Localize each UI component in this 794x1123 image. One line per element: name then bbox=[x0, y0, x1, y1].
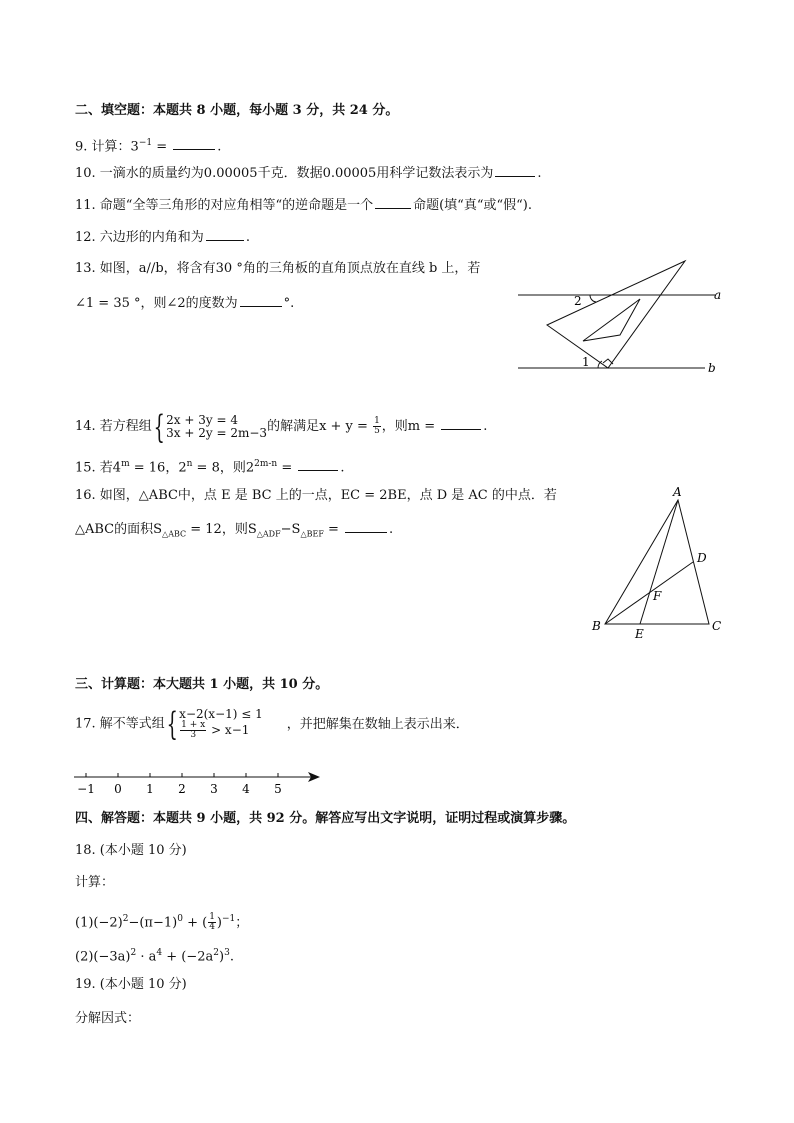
q11-after: 命题(填“真“或“假“). bbox=[413, 198, 532, 213]
question-12: 12. 六边形的内角和为 . bbox=[75, 230, 250, 245]
angle-1-arc bbox=[598, 361, 602, 368]
denominator: 5 bbox=[374, 426, 380, 436]
q16-p3: −S bbox=[280, 522, 301, 537]
sub-abc: △ABC bbox=[162, 529, 187, 539]
number-line bbox=[70, 768, 330, 798]
q9-eq: = bbox=[152, 139, 172, 155]
label-a: a bbox=[714, 288, 722, 302]
equation-system bbox=[166, 414, 267, 440]
p1-s1: 2 bbox=[122, 914, 129, 924]
section-2-heading: 二、填空题：本题共 8 小题，每小题 3 分，共 24 分。 bbox=[75, 103, 399, 118]
p1-s2: 0 bbox=[177, 914, 183, 924]
question-15: 15. 若$4^m = 16$，$2^n = 8$，则$2^{2m-n}$ = . bbox=[75, 459, 345, 476]
label-D: D bbox=[697, 551, 707, 565]
q17-ineq2-rest: > x−1 bbox=[207, 723, 250, 737]
set-square-outer bbox=[547, 261, 685, 368]
q10-text: 10. 一滴水的质量约为0.00005千克．数据0.00005用科学记数法表示为 bbox=[75, 166, 494, 181]
p2-s1: 2 bbox=[130, 948, 137, 958]
q15-part2: = 16，2 bbox=[129, 460, 187, 476]
label-angle-1: 1 bbox=[582, 355, 590, 369]
q14-eq2: 3x + 2y = 2m−3 bbox=[166, 425, 268, 440]
p1-d: ) bbox=[216, 915, 222, 931]
q17-after: ，并把解集在数轴上表示出来． bbox=[286, 716, 469, 732]
q15-part3: = 8，则2 bbox=[192, 460, 255, 476]
number-line-tick-label: 0 bbox=[114, 782, 122, 796]
question-13-line-1: 13. 如图，a//b，将含有30 °角的三角板的直角顶点放在直线 b 上，若 bbox=[75, 261, 481, 276]
brace: { bbox=[166, 705, 178, 743]
q14-eq1: 2x + 3y = 4 bbox=[166, 412, 238, 427]
question-19-lead: 分解因式： bbox=[75, 1011, 141, 1026]
exp-2m-n: 2m-n bbox=[254, 459, 278, 469]
answer-blank bbox=[345, 520, 387, 533]
inequality-system bbox=[179, 708, 263, 740]
question-16-line-2: △ABC的面积$S_{\triangle ABC} = 12$，则$S_{\triangle ADF}-S_{\triangle BEF}$ = . bbox=[75, 522, 394, 539]
question-18-part-1 bbox=[75, 906, 248, 936]
p1-s3: −1 bbox=[222, 914, 236, 924]
number-line-tick-label: −1 bbox=[77, 782, 95, 796]
exp-m: m bbox=[121, 459, 130, 469]
q17-ineq2 bbox=[179, 721, 263, 740]
question-19-title: 19. (本小题 10 分) bbox=[75, 977, 187, 992]
q12-text: 12. 六边形的内角和为 bbox=[75, 230, 204, 245]
fraction bbox=[180, 721, 206, 740]
p2-b: · a bbox=[136, 949, 157, 965]
q17-prefix: 17. 解不等式组 bbox=[75, 716, 165, 732]
fraction bbox=[208, 913, 216, 932]
label-A: A bbox=[673, 485, 682, 499]
q16-p1: △ABC的面积S bbox=[75, 522, 163, 537]
denominator: 4 bbox=[209, 922, 215, 933]
parallel-lines-triangle-figure bbox=[510, 255, 750, 380]
q14-mid: 的解满足x + y = bbox=[267, 419, 373, 434]
q16-p4: = bbox=[323, 522, 344, 537]
answer-blank bbox=[441, 417, 481, 430]
question-9: 9. 计算：$3^{-1}$ = . bbox=[75, 138, 222, 155]
p1-b: −(π−1) bbox=[128, 915, 178, 931]
p2-a: (2)(−3a) bbox=[75, 949, 131, 965]
question-13-line-2 bbox=[75, 294, 294, 313]
number-line-tick-label: 3 bbox=[210, 782, 218, 796]
denominator: 3 bbox=[190, 730, 197, 740]
q15-part1: 15. 若4 bbox=[75, 460, 122, 476]
q13-unit: °. bbox=[283, 296, 295, 311]
answer-blank bbox=[298, 458, 338, 471]
question-14: 14. 若方程组{ 2x + 3y = 4 3x + 2y = 2m−3 的解满足x + y = $\frac{1}{5}$ ，则m = . bbox=[75, 407, 488, 446]
label-B: B bbox=[592, 619, 601, 633]
p2-d: ) bbox=[219, 949, 225, 965]
q9-exponent: −1 bbox=[138, 138, 153, 148]
p1-e: ； bbox=[235, 915, 249, 931]
p2-e: . bbox=[229, 949, 234, 965]
number-line-tick-label: 2 bbox=[178, 782, 186, 796]
triangle-abc-figure bbox=[585, 482, 735, 642]
numerator: 1 bbox=[374, 416, 380, 426]
p2-s2: 4 bbox=[156, 948, 163, 958]
number-line-tick-label: 5 bbox=[274, 782, 282, 796]
sub-bef: △BEF bbox=[300, 529, 324, 539]
question-17 bbox=[75, 705, 469, 743]
p1-a: (1)(−2) bbox=[75, 915, 123, 931]
q9-text: 9. 计算：3 bbox=[75, 139, 139, 155]
p2-c: + (−2a bbox=[162, 949, 214, 965]
numerator: 1 bbox=[209, 912, 215, 923]
q17-ineq1: x−2(x−1) ≤ 1 bbox=[179, 707, 263, 721]
brace: { bbox=[153, 407, 165, 446]
question-18-title: 18. (本小题 10 分) bbox=[75, 843, 187, 858]
label-F: F bbox=[653, 589, 662, 603]
label-E: E bbox=[635, 627, 644, 641]
answer-blank bbox=[375, 196, 411, 209]
exp-n: n bbox=[186, 459, 193, 469]
numerator: 1 + x bbox=[181, 720, 206, 730]
segment-ae bbox=[640, 500, 678, 624]
answer-blank bbox=[173, 137, 215, 150]
q15-part4: = bbox=[277, 460, 297, 476]
question-16-line-1: 16. 如图，△ABC中，点 E 是 BC 上的一点，EC = 2BE，点 D 是 AC 的中点．若 bbox=[75, 488, 557, 503]
fraction bbox=[373, 417, 381, 436]
answer-blank bbox=[240, 294, 282, 307]
number-line-tick-label: 1 bbox=[146, 782, 154, 796]
answer-blank bbox=[206, 228, 244, 241]
p2-s4: 3 bbox=[224, 948, 230, 958]
q13-text: ∠1 = 35 °，则∠2的度数为 bbox=[75, 296, 238, 311]
q14-prefix: 14. 若方程组 bbox=[75, 419, 152, 434]
section-3-heading: 三、计算题：本大题共 1 小题，共 10 分。 bbox=[75, 677, 329, 692]
question-10: 10. 一滴水的质量约为0.00005千克．数据0.00005用科学记数法表示为 . bbox=[75, 166, 542, 181]
q14-after: ，则m = bbox=[381, 419, 440, 434]
p1-c: + ( bbox=[182, 915, 208, 931]
section-4-heading: 四、解答题：本题共 9 小题，共 92 分。解答应写出文字说明，证明过程或演算步骤。 bbox=[75, 811, 576, 826]
question-18-lead: 计算： bbox=[75, 875, 115, 890]
label-angle-2: 2 bbox=[574, 294, 582, 308]
question-11 bbox=[75, 196, 532, 215]
number-line-tick-label: 4 bbox=[242, 782, 250, 796]
label-C: C bbox=[712, 619, 722, 633]
label-b: b bbox=[708, 361, 716, 375]
q16-p2: = 12，则S bbox=[186, 522, 257, 537]
q11-before: 11. 命题“全等三角形的对应角相等“的逆命题是一个 bbox=[75, 198, 374, 213]
sub-adf: △ADF bbox=[256, 529, 281, 539]
p2-s3: 2 bbox=[213, 948, 219, 958]
answer-blank bbox=[495, 164, 535, 177]
question-18-part-2 bbox=[75, 944, 234, 966]
triangle-abc bbox=[605, 500, 709, 624]
angle-2-arc bbox=[590, 295, 596, 302]
